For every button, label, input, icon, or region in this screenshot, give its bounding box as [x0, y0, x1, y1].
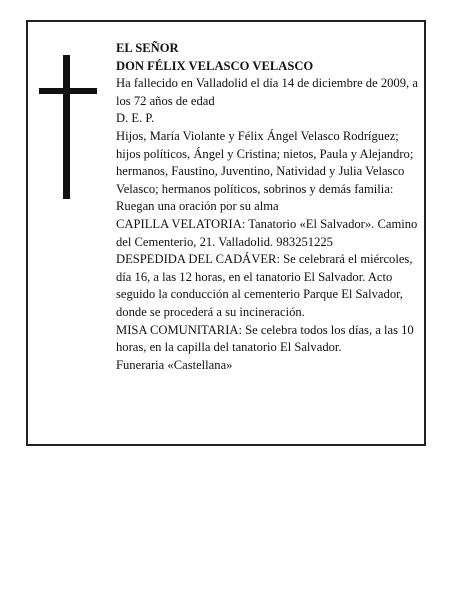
family-list: Hijos, María Violante y Félix Ángel Velasco Rodríguez; hijos políticos, Ángel y Cristina; nietos, Paula y Alejandro; hermanos, Faustino, Juventino, Natividad y Julia Velasco Velasco; hermanos políticos, sobrinos y demás familia:: [116, 128, 414, 196]
deceased-name: DON FÉLIX VELASCO VELASCO: [116, 58, 314, 73]
chapel-info: CAPILLA VELATORIA: Tanatorio «El Salvador». Camino del Cementerio, 21. Valladolid. 983251225: [116, 216, 418, 249]
funeral-home: Funeraria «Castellana»: [116, 357, 233, 372]
cross-icon: [39, 55, 97, 199]
prayer-request: Ruegan una oración por su alma: [116, 199, 279, 214]
cross-horizontal-bar: [39, 88, 97, 94]
mass-info: MISA COMUNITARIA: Se celebra todos los días, a las 10 horas, en la capilla del tanatorio El Salvador.: [116, 322, 414, 355]
obituary-notice: [26, 20, 426, 446]
notice-text: [116, 40, 418, 374]
notice-title-line1: EL SEÑOR: [116, 41, 179, 55]
death-info: Ha fallecido en Valladolid el día 14 de diciembre de 2009, a los 72 años de edad: [116, 76, 418, 108]
farewell-info: DESPEDIDA DEL CADÁVER: Se celebrará el miércoles, día 16, a las 12 horas, en el tanatorio El Salvador. Acto seguido la conducción al cementerio Parque El Salvador, donde se procederá a su incineración.: [116, 252, 413, 319]
rest-in-peace: D. E. P.: [116, 111, 155, 126]
cross-vertical-bar: [63, 55, 70, 199]
